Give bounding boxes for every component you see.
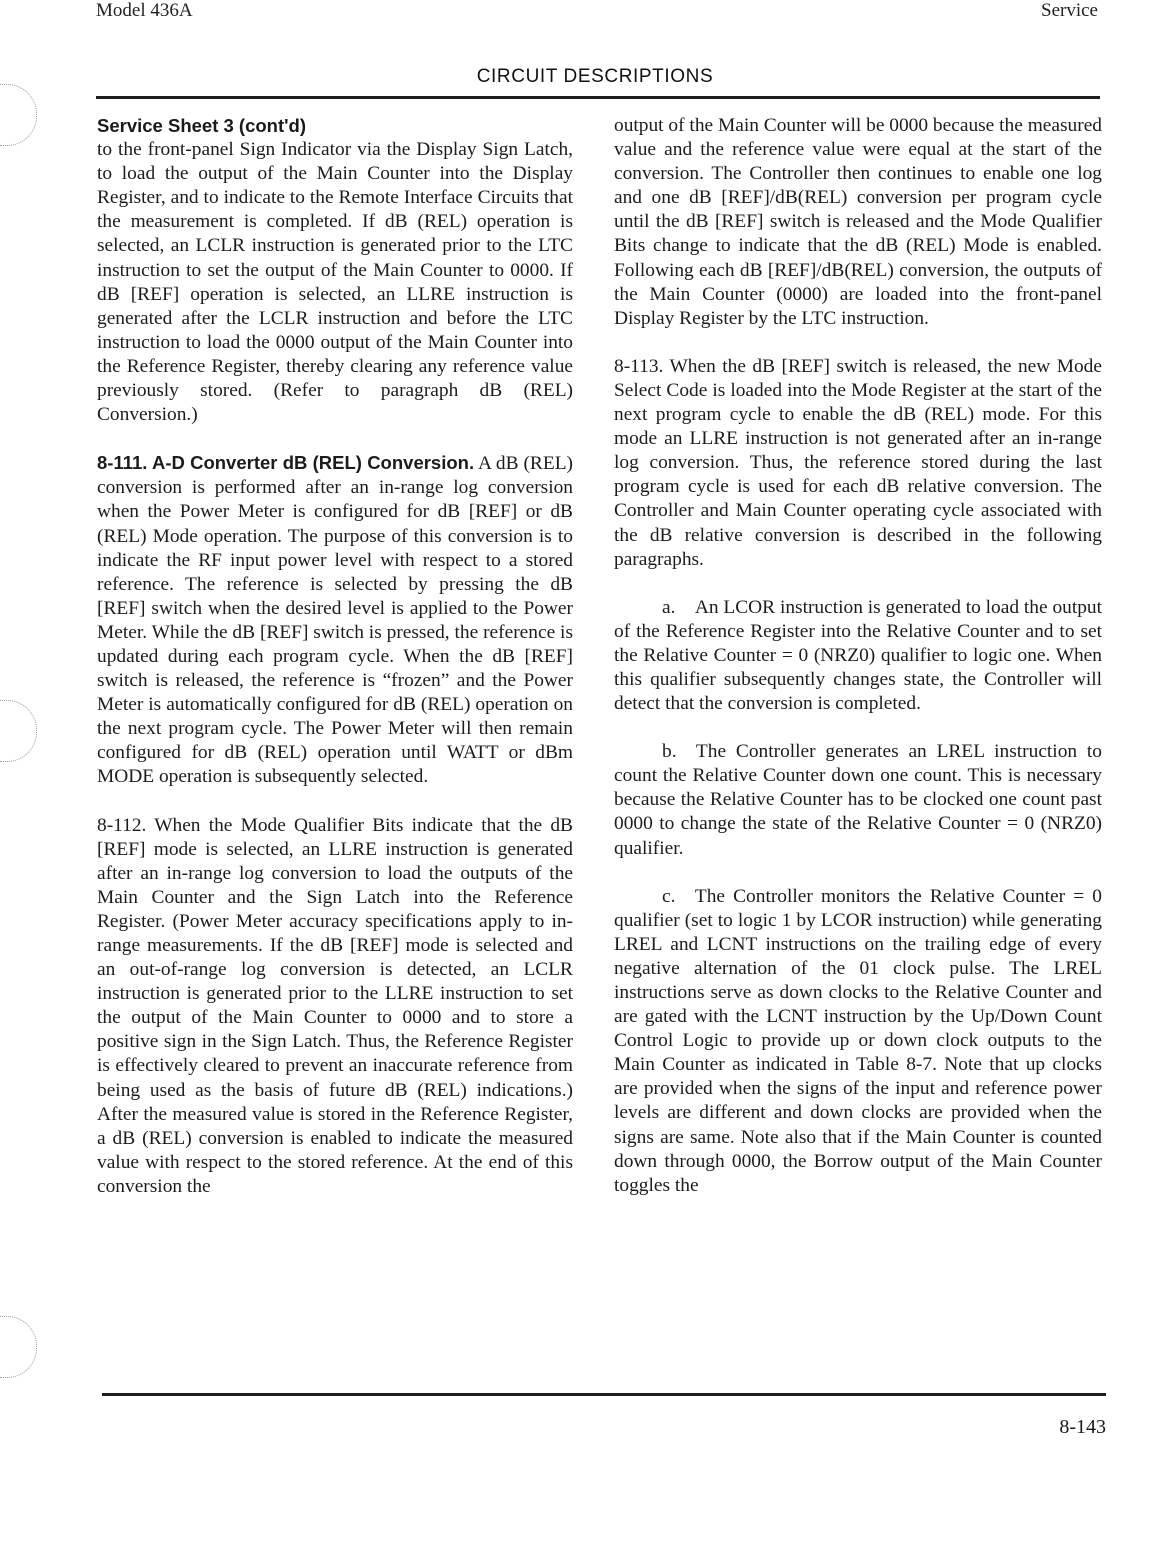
binder-hole-mark-top	[0, 84, 37, 146]
paragraph-sheet3-continued: to the front-panel Sign Indicator via the Display Sign Latch, to load the output of the Main Counter into the Display Register, and to indicate to the Remote Interface Circuits that the measurement is completed. If dB (REL) operation is selected, an LCLR instruction is generated prior to the LTC instruction to set the output of the Main Counter to 0000. If dB [REF] operation is selected, an LLRE instruction is generated after the LCLR instruction and before the LTC instruction to load the 0000 output of the Main Counter into the Reference Register, thereby clearing any reference value previously stored. (Refer to paragraph dB (REL) Conversion.)	[97, 139, 573, 426]
list-item-a: a. An LCOR instruction is generated to load the output of the Reference Register into the Relative Counter and to set the Relative Counter = 0 (NRZ0) qualifier to logic one. When this qualifier subsequently changes state, the Controller will detect that the conversion is completed.	[614, 596, 1102, 715]
list-item-b: b. The Controller generates an LREL instruction to count the Relative Counter down one count. This is necessary because the Relative Counter has to be clocked one count past 0000 to change the state of the Relative Counter = 0 (NRZ0) qualifier.	[614, 741, 1102, 859]
right-column	[614, 114, 1102, 1222]
sheet-heading: Service Sheet 3 (cont'd)	[97, 115, 306, 136]
paragraph-8-111-body: A dB (REL) conversion is performed after an in-range log conversion when the Power Meter is configured for dB [REF] or dB (REL) Mode operation. The purpose of this conversion is to indicate the RF input power level with respect to a stored reference. The reference is selected by pressing the dB [REF] switch when the desired level is applied to the Power Meter. While the dB [REF] switch is pressed, the reference is updated during each program cycle. When the dB [REF] switch is released, the reference is “frozen” and the Power Meter is automatically configured for dB (REL) operation on the next program cycle. The Power Meter will then remain configured for dB (REL) operation until WATT or dBm MODE operation is subsequently selected.	[97, 453, 574, 788]
paragraph-8-111	[97, 451, 573, 789]
paragraph-8-113: 8-113. When the dB [REF] switch is released, the new Mode Select Code is loaded into the Mode Register at the start of the next program cycle to enable the dB (REL) mode. For this mode an LLRE instruction is not generated after an in-range log conversion. Thus, the reference stored during the last program cycle is used for each dB relative conversion. The Controller and Main Counter operating cycle associated with the dB relative conversion is described in the following paragraphs.	[614, 355, 1102, 570]
binder-hole-mark-bottom	[0, 1316, 37, 1378]
paragraph-8-112-continued: output of the Main Counter will be 0000 because the measured value and the reference value were equal at the start of the conversion. The Controller then continues to enable one log and one dB [REF]/dB(REL) conversion per program cycle until the dB [REF] switch is released and the Mode Qualifier Bits change to indicate that the dB (REL) Mode is enabled. Following each dB [REF]/dB(REL) conversion, the outputs of the Main Counter (0000) are loaded into the front-panel Display Register by the LTC instruction.	[614, 115, 1102, 329]
header-model: Model 436A	[96, 0, 193, 21]
sheet-continuation-block	[97, 114, 573, 138]
bottom-divider	[102, 1393, 1106, 1396]
list-item-c: c. The Controller monitors the Relative Counter = 0 qualifier (set to logic 1 by LCOR instruction) while generating LREL and LCNT instructions on the trailing edge of every negative alternation of the 01 clock pulse. The LREL instructions serve as down clocks to the Relative Counter and are gated with the LCNT instruction by the Up/Down Count Control Logic to provide up or down clock outputs to the Main Counter as indicated in Table 8-7. Note that up clocks are provided when the signs of the input and reference power levels are different and down clocks are provided when the signs are same. Note also that if the Main Counter is counted down through 0000, the Borrow output of the Main Counter toggles the	[614, 885, 1102, 1196]
page-number: 8-143	[1059, 1416, 1106, 1438]
top-divider	[96, 96, 1100, 99]
left-column	[97, 114, 573, 1223]
paragraph-8-112: 8-112. When the Mode Qualifier Bits indicate that the dB [REF] mode is selected, an LLRE instruction is generated after an in-range log conversion to load the outputs of the Main Counter and the Sign Latch into the Reference Register. (Power Meter accuracy specifications apply to in-range measurements. If the dB [REF] mode is selected and an out-of-range log conversion is detected, an LCLR instruction is generated prior to the LLRE instruction to set the output of the Main Counter to 0000 and to store a positive sign in the Sign Latch. Thus, the Reference Register is effectively cleared to prevent an inaccurate reference from being used as the basis of future dB (REL) indications.) After the measured value is stored in the Reference Register, a dB (REL) conversion is enabled to indicate the measured value with respect to the stored reference. At the end of this conversion the	[97, 814, 573, 1197]
section-title: CIRCUIT DESCRIPTIONS	[476, 66, 714, 87]
header-section: Service	[1041, 0, 1098, 21]
paragraph-heading-8-111: 8-111. A-D Converter dB (REL) Conversion.	[97, 452, 475, 474]
binder-hole-mark-middle	[0, 700, 37, 762]
